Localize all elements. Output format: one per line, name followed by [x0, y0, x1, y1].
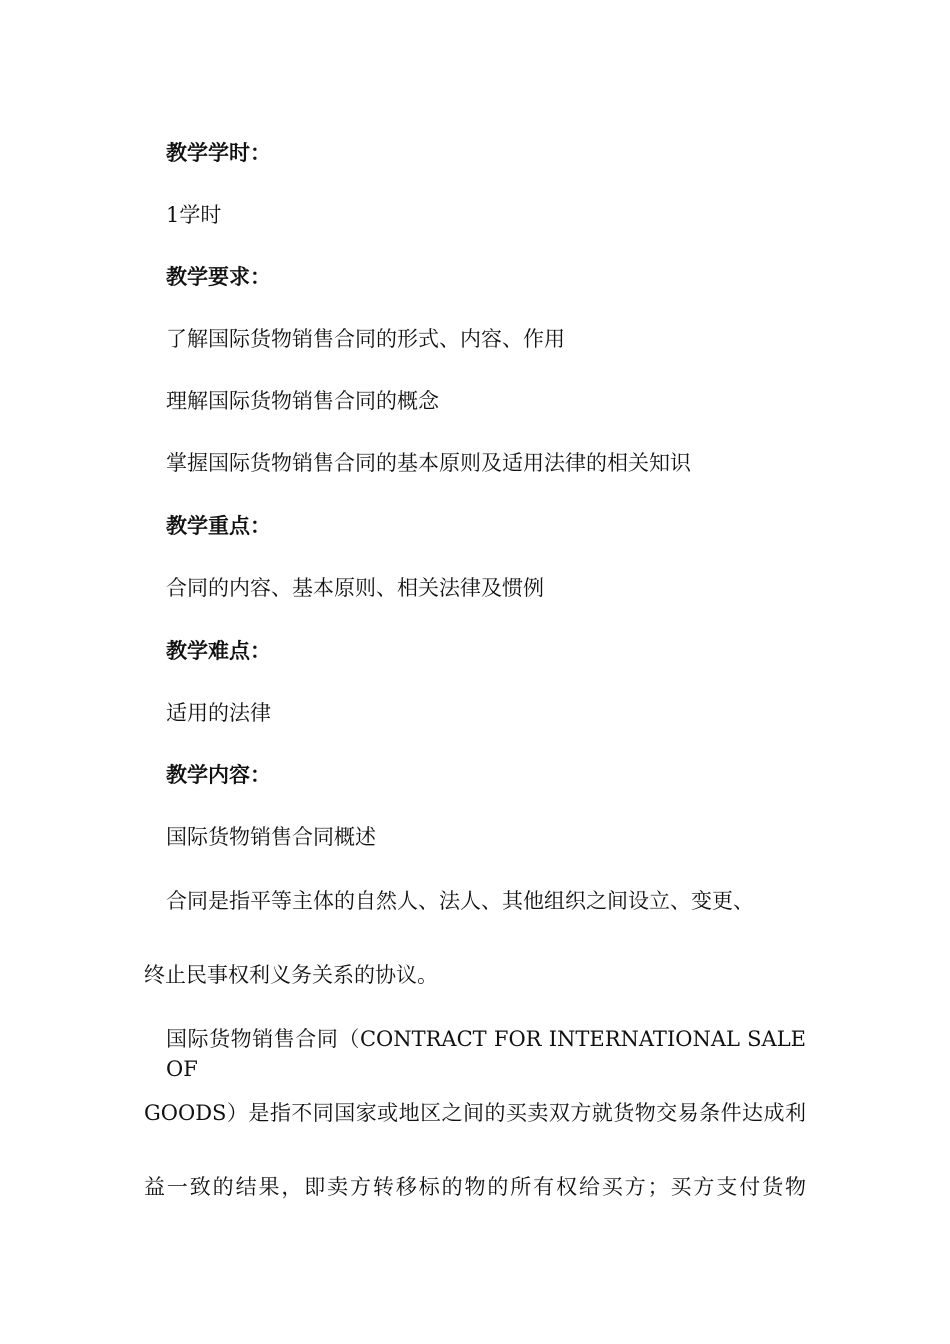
paragraph-line: 国际货物销售合同（CONTRACT FOR INTERNATIONAL SALE OF — [166, 1027, 806, 1081]
paragraph-line: 终止民事权利义务关系的协议。 — [144, 963, 438, 987]
paragraph-line: 合同是指平等主体的自然人、法人、其他组织之间设立、变更、 — [166, 889, 754, 913]
key-points-heading: 教学重点： — [166, 514, 271, 538]
requirements-heading: 教学要求： — [166, 265, 271, 289]
hours-value: 1学时 — [166, 203, 222, 227]
paragraph-line: GOODS）是指不同国家或地区之间的买卖双方就货物交易条件达成利 — [144, 1101, 806, 1125]
hours-heading: 教学学时： — [166, 141, 271, 165]
key-points-text: 合同的内容、基本原则、相关法律及惯例 — [166, 576, 544, 600]
content-title: 国际货物销售合同概述 — [166, 825, 376, 849]
paragraph-line: 益一致的结果，即卖方转移标的物的所有权给买方；买方支付货物 — [144, 1175, 806, 1199]
requirement-item: 掌握国际货物销售合同的基本原则及适用法律的相关知识 — [166, 451, 691, 475]
difficulties-text: 适用的法律 — [166, 701, 271, 725]
requirement-item: 了解国际货物销售合同的形式、内容、作用 — [166, 327, 565, 351]
difficulties-heading: 教学难点： — [166, 639, 271, 663]
content-heading: 教学内容： — [166, 763, 271, 787]
requirement-item: 理解国际货物销售合同的概念 — [166, 389, 439, 413]
